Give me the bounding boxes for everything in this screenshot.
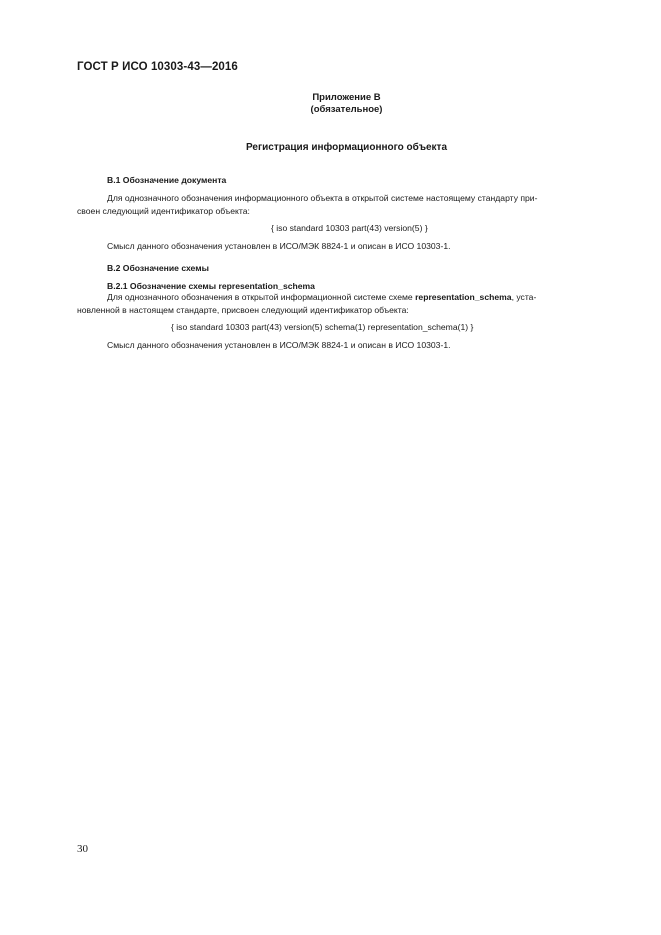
- annex-heading: Регистрация информационного объекта: [245, 142, 448, 153]
- section-b1-meaning: Смысл данного обозначения установлен в ИСО/МЭК 8824-1 и описан в ИСО 10303-1.: [107, 241, 451, 251]
- section-b2-para-schema-name: representation_schema: [415, 292, 512, 302]
- section-b1-identifier: { iso standard 10303 part(43) version(5) }: [271, 223, 428, 233]
- section-b2-title: В.2 Обозначение схемы: [107, 263, 209, 273]
- section-b2-para-line1: [107, 292, 536, 302]
- standard-header: ГОСТ Р ИСО 10303-43—2016: [77, 61, 238, 73]
- section-b2-meaning: Смысл данного обозначения установлен в ИСО/МЭК 8824-1 и описан в ИСО 10303-1.: [107, 340, 451, 350]
- section-b2-1-title: В.2.1 Обозначение схемы representation_schema: [107, 281, 315, 291]
- section-b2-identifier: { iso standard 10303 part(43) version(5) schema(1) representation_schema(1) }: [171, 322, 474, 332]
- annex-title-block: [0, 92, 661, 116]
- annex-status: (обязательное): [310, 104, 383, 115]
- section-b1-title: В.1 Обозначение документа: [107, 175, 227, 185]
- section-b1-para-line1: Для однозначного обозначения информационного объекта в открытой системе настоящему стандарту при-: [107, 193, 538, 203]
- section-b2-para-line2: новленной в настоящем стандарте, присвоен следующий идентификатор объекта:: [77, 305, 409, 315]
- section-b2-para-post: , уста-: [511, 292, 537, 302]
- page-number: 30: [77, 843, 88, 855]
- section-b2-para-pre: Для однозначного обозначения в открытой информационной системе схеме: [107, 292, 416, 302]
- annex-title: Приложение В: [312, 92, 381, 103]
- section-b1-para-line2: своен следующий идентификатор объекта:: [77, 206, 250, 216]
